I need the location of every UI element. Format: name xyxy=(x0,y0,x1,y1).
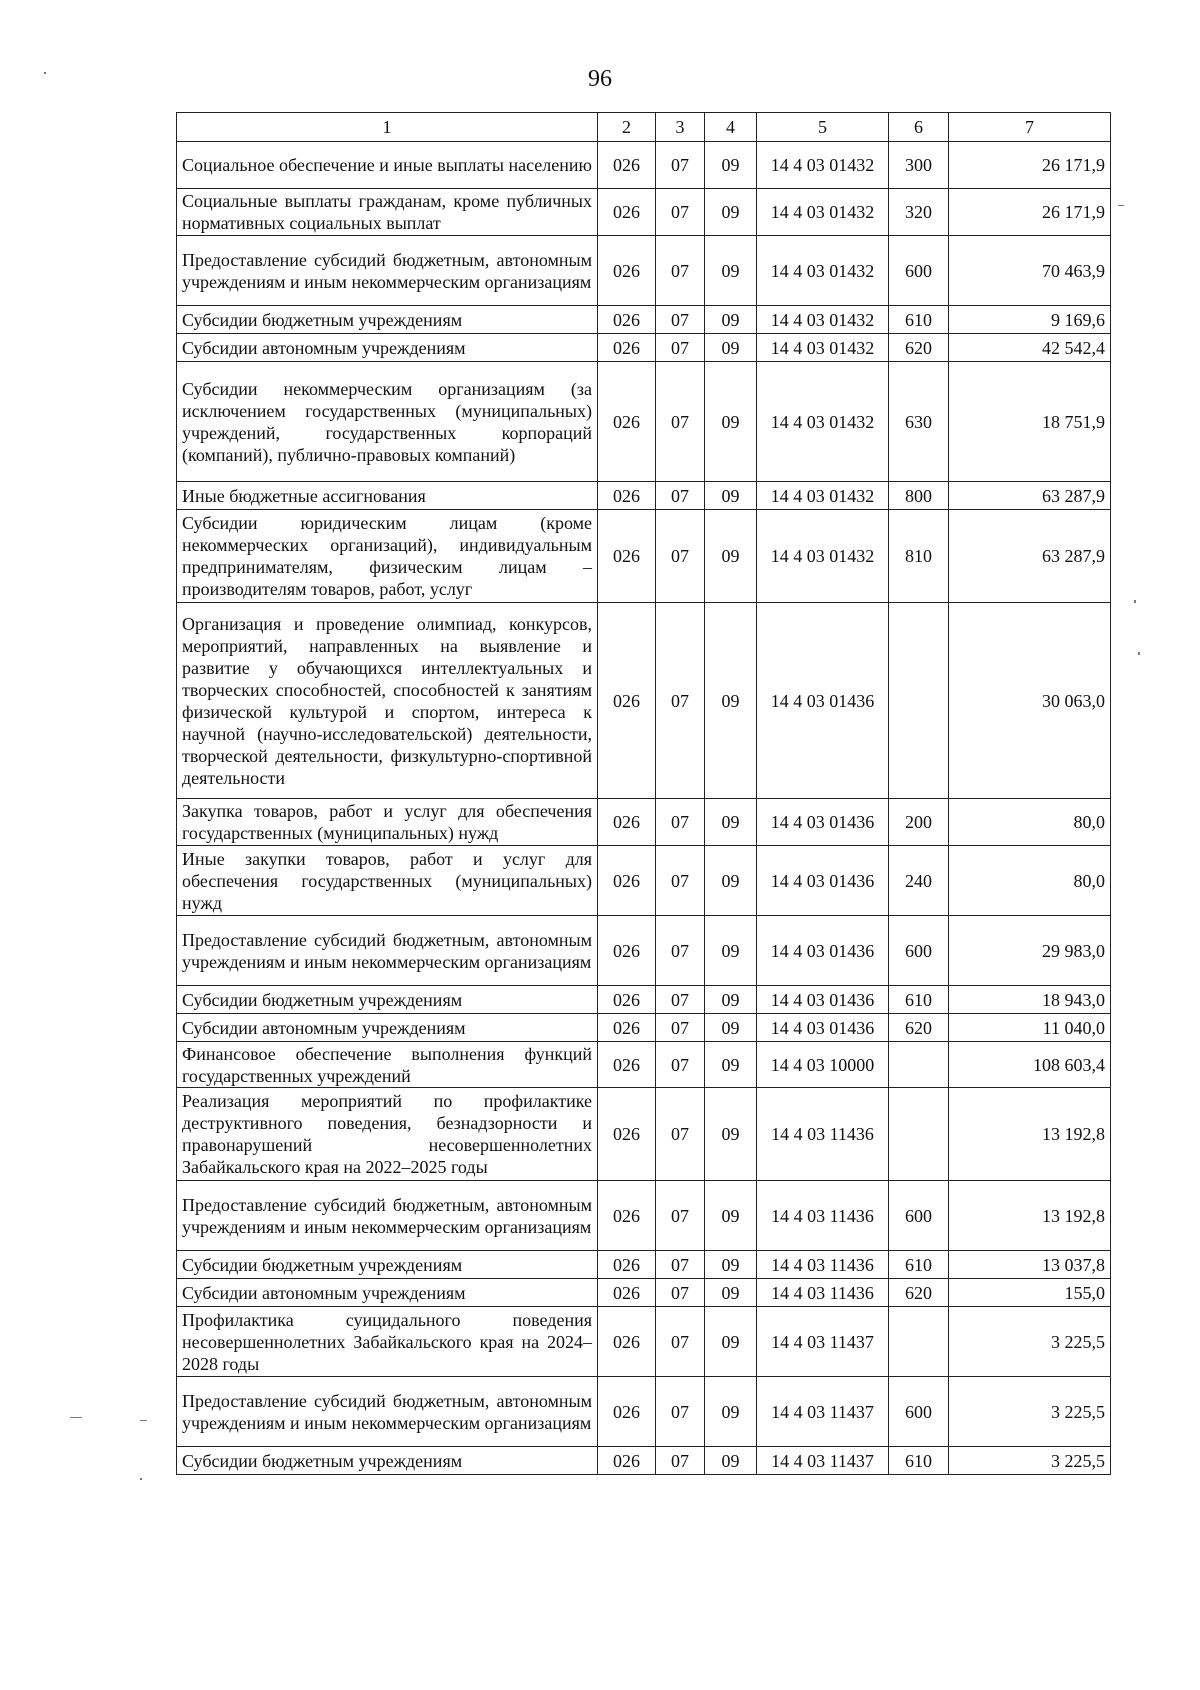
row-c7-cell: 3 225,5 xyxy=(949,1307,1111,1377)
row-c4-cell: 09 xyxy=(705,603,757,799)
row-c3-cell: 07 xyxy=(656,236,705,306)
header-cell: 1 xyxy=(177,113,598,142)
row-c2-cell: 026 xyxy=(598,603,656,799)
row-c7-cell: 80,0 xyxy=(949,846,1111,916)
row-c6-cell: 600 xyxy=(889,236,949,306)
row-c2-cell: 026 xyxy=(598,362,656,482)
row-c6-cell xyxy=(889,1042,949,1088)
header-cell: 4 xyxy=(705,113,757,142)
table-row xyxy=(177,306,1111,334)
row-c5-cell: 14 4 03 01432 xyxy=(757,142,889,189)
row-name-cell: Иные закупки товаров, работ и услуг для обеспечения государственных (муниципальных) нужд xyxy=(177,846,598,916)
row-c3-cell: 07 xyxy=(656,510,705,603)
row-name-cell: Предоставление субсидий бюджетным, автономным учреждениям и иным некоммерческим организациям xyxy=(177,1181,598,1251)
row-c3-cell: 07 xyxy=(656,1181,705,1251)
row-name-cell: Социальные выплаты гражданам, кроме публичных нормативных социальных выплат xyxy=(177,189,598,236)
row-c2-cell: 026 xyxy=(598,482,656,510)
row-name-cell: Субсидии автономным учреждениям xyxy=(177,1279,598,1307)
row-name-cell: Субсидии бюджетным учреждениям xyxy=(177,1251,598,1279)
row-c3-cell: 07 xyxy=(656,482,705,510)
row-name-cell: Организация и проведение олимпиад, конкурсов, мероприятий, направленных на выявление и развитие у обучающихся интеллектуальных и творческих способностей, способностей к занятиям физической культурой и спортом, интереса к научной (научно-исследовательской) деятельности, творческой деятельности, физкультурно-спортивной деятельности xyxy=(177,603,598,799)
page-number: 96 xyxy=(588,66,612,92)
row-c2-cell: 026 xyxy=(598,306,656,334)
row-c7-cell: 26 171,9 xyxy=(949,142,1111,189)
row-c7-cell: 13 037,8 xyxy=(949,1251,1111,1279)
row-c3-cell: 07 xyxy=(656,334,705,362)
row-c4-cell: 09 xyxy=(705,1088,757,1181)
row-c3-cell: 07 xyxy=(656,189,705,236)
row-c3-cell: 07 xyxy=(656,1251,705,1279)
scan-speck xyxy=(1118,205,1124,206)
row-c5-cell: 14 4 03 11437 xyxy=(757,1307,889,1377)
header-cell: 2 xyxy=(598,113,656,142)
row-c5-cell: 14 4 03 01436 xyxy=(757,603,889,799)
row-c7-cell: 18 943,0 xyxy=(949,986,1111,1014)
row-c2-cell: 026 xyxy=(598,334,656,362)
row-c7-cell: 108 603,4 xyxy=(949,1042,1111,1088)
row-c6-cell: 240 xyxy=(889,846,949,916)
row-c4-cell: 09 xyxy=(705,142,757,189)
row-c5-cell: 14 4 03 01436 xyxy=(757,799,889,846)
row-c7-cell: 80,0 xyxy=(949,799,1111,846)
scan-speck xyxy=(140,1420,147,1421)
row-c2-cell: 026 xyxy=(598,846,656,916)
row-name-cell: Закупка товаров, работ и услуг для обеспечения государственных (муниципальных) нужд xyxy=(177,799,598,846)
row-c7-cell: 13 192,8 xyxy=(949,1181,1111,1251)
table-row xyxy=(177,1307,1111,1377)
row-c2-cell: 026 xyxy=(598,916,656,986)
row-c4-cell: 09 xyxy=(705,189,757,236)
row-c6-cell xyxy=(889,603,949,799)
row-c4-cell: 09 xyxy=(705,334,757,362)
row-name-cell: Профилактика суицидального поведения несовершеннолетних Забайкальского края на 2024–2028 годы xyxy=(177,1307,598,1377)
row-name-cell: Субсидии автономным учреждениям xyxy=(177,1014,598,1042)
row-c7-cell: 29 983,0 xyxy=(949,916,1111,986)
row-name-cell: Субсидии бюджетным учреждениям xyxy=(177,1447,598,1475)
row-c5-cell: 14 4 03 01432 xyxy=(757,236,889,306)
table-row xyxy=(177,334,1111,362)
row-c6-cell: 620 xyxy=(889,334,949,362)
row-c6-cell: 200 xyxy=(889,799,949,846)
row-name-cell: Предоставление субсидий бюджетным, автономным учреждениям и иным некоммерческим организациям xyxy=(177,236,598,306)
row-c6-cell: 610 xyxy=(889,986,949,1014)
row-c5-cell: 14 4 03 01432 xyxy=(757,306,889,334)
header-cell: 5 xyxy=(757,113,889,142)
row-c5-cell: 14 4 03 01436 xyxy=(757,986,889,1014)
row-c7-cell: 11 040,0 xyxy=(949,1014,1111,1042)
row-c7-cell: 3 225,5 xyxy=(949,1447,1111,1475)
row-c4-cell: 09 xyxy=(705,1377,757,1447)
row-c4-cell: 09 xyxy=(705,846,757,916)
table-row xyxy=(177,1088,1111,1181)
row-c4-cell: 09 xyxy=(705,306,757,334)
row-c5-cell: 14 4 03 11437 xyxy=(757,1447,889,1475)
row-c2-cell: 026 xyxy=(598,1181,656,1251)
table-row xyxy=(177,1251,1111,1279)
row-c7-cell: 18 751,9 xyxy=(949,362,1111,482)
row-c4-cell: 09 xyxy=(705,799,757,846)
row-c5-cell: 14 4 03 01436 xyxy=(757,1014,889,1042)
budget-table xyxy=(176,112,1111,1475)
row-c6-cell: 800 xyxy=(889,482,949,510)
row-name-cell: Субсидии автономным учреждениям xyxy=(177,334,598,362)
row-c6-cell: 600 xyxy=(889,1377,949,1447)
scan-speck xyxy=(1138,652,1140,655)
row-c6-cell: 610 xyxy=(889,306,949,334)
row-name-cell: Реализация мероприятий по профилактике деструктивного поведения, безнадзорности и правонарушений несовершеннолетних Забайкальского края на 2022–2025 годы xyxy=(177,1088,598,1181)
row-c5-cell: 14 4 03 01432 xyxy=(757,189,889,236)
row-c3-cell: 07 xyxy=(656,1307,705,1377)
row-c4-cell: 09 xyxy=(705,1014,757,1042)
row-c3-cell: 07 xyxy=(656,142,705,189)
row-c2-cell: 026 xyxy=(598,1251,656,1279)
row-name-cell: Субсидии бюджетным учреждениям xyxy=(177,986,598,1014)
row-name-cell: Субсидии бюджетным учреждениям xyxy=(177,306,598,334)
row-name-cell: Предоставление субсидий бюджетным, автономным учреждениям и иным некоммерческим организациям xyxy=(177,1377,598,1447)
row-c7-cell: 63 287,9 xyxy=(949,510,1111,603)
row-c7-cell: 3 225,5 xyxy=(949,1377,1111,1447)
row-c6-cell xyxy=(889,1307,949,1377)
header-cell: 3 xyxy=(656,113,705,142)
row-c5-cell: 14 4 03 11436 xyxy=(757,1181,889,1251)
row-c7-cell: 26 171,9 xyxy=(949,189,1111,236)
row-c5-cell: 14 4 03 01432 xyxy=(757,334,889,362)
row-c2-cell: 026 xyxy=(598,1014,656,1042)
row-c4-cell: 09 xyxy=(705,1307,757,1377)
row-c5-cell: 14 4 03 11436 xyxy=(757,1088,889,1181)
row-c2-cell: 026 xyxy=(598,986,656,1014)
table-row xyxy=(177,1447,1111,1475)
row-c3-cell: 07 xyxy=(656,1279,705,1307)
table-row xyxy=(177,846,1111,916)
row-c7-cell: 70 463,9 xyxy=(949,236,1111,306)
row-name-cell: Субсидии некоммерческим организациям (за исключением государственных (муниципальных) учреждений, государственных корпораций (компаний), публично-правовых компаний) xyxy=(177,362,598,482)
row-c2-cell: 026 xyxy=(598,799,656,846)
row-c2-cell: 026 xyxy=(598,1279,656,1307)
row-c5-cell: 14 4 03 01432 xyxy=(757,362,889,482)
row-c3-cell: 07 xyxy=(656,306,705,334)
row-c2-cell: 026 xyxy=(598,1042,656,1088)
row-c6-cell: 630 xyxy=(889,362,949,482)
row-name-cell: Иные бюджетные ассигнования xyxy=(177,482,598,510)
row-name-cell: Предоставление субсидий бюджетным, автономным учреждениям и иным некоммерческим организациям xyxy=(177,916,598,986)
scan-speck xyxy=(1134,600,1136,603)
table-row xyxy=(177,142,1111,189)
table-row xyxy=(177,482,1111,510)
table-row xyxy=(177,189,1111,236)
row-c2-cell: 026 xyxy=(598,1088,656,1181)
row-c2-cell: 026 xyxy=(598,1377,656,1447)
row-c6-cell: 300 xyxy=(889,142,949,189)
table-row xyxy=(177,916,1111,986)
row-c3-cell: 07 xyxy=(656,362,705,482)
row-c4-cell: 09 xyxy=(705,236,757,306)
row-c6-cell: 620 xyxy=(889,1014,949,1042)
scan-speck xyxy=(70,1417,82,1418)
row-c2-cell: 026 xyxy=(598,236,656,306)
table-row xyxy=(177,603,1111,799)
row-c5-cell: 14 4 03 01436 xyxy=(757,846,889,916)
row-c4-cell: 09 xyxy=(705,1251,757,1279)
row-c5-cell: 14 4 03 01432 xyxy=(757,510,889,603)
row-c7-cell: 63 287,9 xyxy=(949,482,1111,510)
row-name-cell: Социальное обеспечение и иные выплаты населению xyxy=(177,142,598,189)
row-c3-cell: 07 xyxy=(656,846,705,916)
row-c6-cell: 320 xyxy=(889,189,949,236)
row-c3-cell: 07 xyxy=(656,799,705,846)
table-row xyxy=(177,1279,1111,1307)
table-row xyxy=(177,799,1111,846)
row-c3-cell: 07 xyxy=(656,1088,705,1181)
row-c6-cell: 620 xyxy=(889,1279,949,1307)
row-c7-cell: 155,0 xyxy=(949,1279,1111,1307)
table-row xyxy=(177,1181,1111,1251)
row-c6-cell xyxy=(889,1088,949,1181)
row-c2-cell: 026 xyxy=(598,510,656,603)
row-c7-cell: 42 542,4 xyxy=(949,334,1111,362)
row-name-cell: Субсидии юридическим лицам (кроме некоммерческих организаций), индивидуальным предпринимателям, физическим лицам – производителям товаров, работ, услуг xyxy=(177,510,598,603)
row-c5-cell: 14 4 03 01436 xyxy=(757,916,889,986)
row-c3-cell: 07 xyxy=(656,1014,705,1042)
row-c4-cell: 09 xyxy=(705,986,757,1014)
scan-speck xyxy=(44,72,46,74)
row-c3-cell: 07 xyxy=(656,1042,705,1088)
row-c7-cell: 9 169,6 xyxy=(949,306,1111,334)
table-body xyxy=(177,142,1111,1475)
row-c2-cell: 026 xyxy=(598,142,656,189)
row-c3-cell: 07 xyxy=(656,603,705,799)
row-c3-cell: 07 xyxy=(656,916,705,986)
row-c3-cell: 07 xyxy=(656,986,705,1014)
table-row xyxy=(177,362,1111,482)
header-cell: 7 xyxy=(949,113,1111,142)
row-c2-cell: 026 xyxy=(598,1447,656,1475)
table-row xyxy=(177,236,1111,306)
row-c6-cell: 610 xyxy=(889,1447,949,1475)
row-c4-cell: 09 xyxy=(705,1042,757,1088)
row-c5-cell: 14 4 03 10000 xyxy=(757,1042,889,1088)
row-c3-cell: 07 xyxy=(656,1377,705,1447)
row-c6-cell: 600 xyxy=(889,1181,949,1251)
table-row xyxy=(177,1014,1111,1042)
row-c4-cell: 09 xyxy=(705,1279,757,1307)
row-c4-cell: 09 xyxy=(705,916,757,986)
row-c3-cell: 07 xyxy=(656,1447,705,1475)
row-c4-cell: 09 xyxy=(705,482,757,510)
table-row xyxy=(177,510,1111,603)
row-c4-cell: 09 xyxy=(705,510,757,603)
row-c4-cell: 09 xyxy=(705,1447,757,1475)
table-row xyxy=(177,1377,1111,1447)
row-c4-cell: 09 xyxy=(705,362,757,482)
row-c6-cell: 600 xyxy=(889,916,949,986)
header-row xyxy=(177,113,1111,142)
row-c7-cell: 30 063,0 xyxy=(949,603,1111,799)
table-row xyxy=(177,1042,1111,1088)
row-c4-cell: 09 xyxy=(705,1181,757,1251)
row-c7-cell: 13 192,8 xyxy=(949,1088,1111,1181)
header-cell: 6 xyxy=(889,113,949,142)
row-c5-cell: 14 4 03 01432 xyxy=(757,482,889,510)
table-row xyxy=(177,986,1111,1014)
row-c2-cell: 026 xyxy=(598,189,656,236)
row-c6-cell: 810 xyxy=(889,510,949,603)
row-c6-cell: 610 xyxy=(889,1251,949,1279)
scan-speck xyxy=(140,1478,142,1480)
row-c5-cell: 14 4 03 11436 xyxy=(757,1251,889,1279)
row-c2-cell: 026 xyxy=(598,1307,656,1377)
row-name-cell: Финансовое обеспечение выполнения функций государственных учреждений xyxy=(177,1042,598,1088)
row-c5-cell: 14 4 03 11436 xyxy=(757,1279,889,1307)
row-c5-cell: 14 4 03 11437 xyxy=(757,1377,889,1447)
